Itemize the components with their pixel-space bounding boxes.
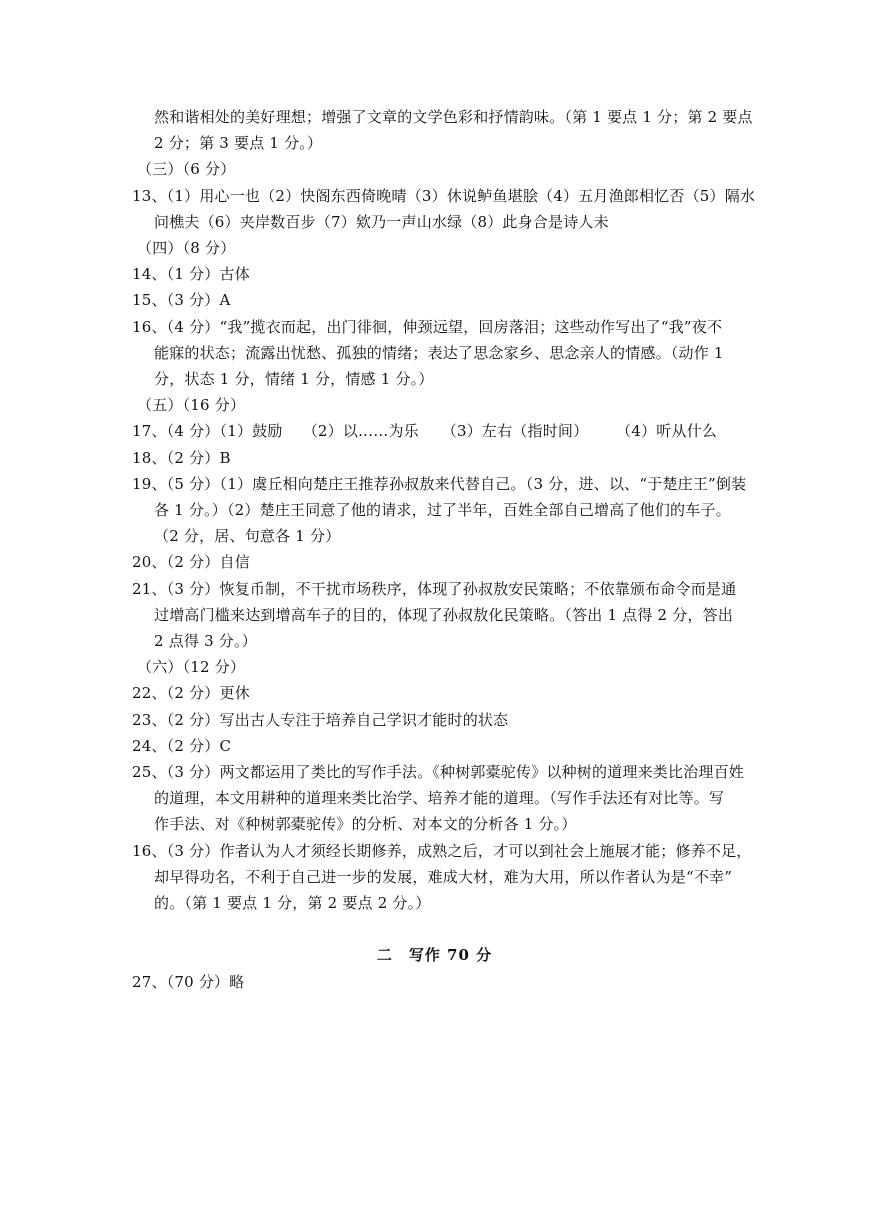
answer-line: 然和谐相处的美好理想；增强了文章的文学色彩和抒情韵味。（第 1 要点 1 分；第 2 要点 — [154, 108, 753, 126]
answer-line: 的。（第 1 要点 1 分，第 2 要点 2 分。） — [154, 894, 431, 912]
answer-line: 15、（3 分）A — [132, 291, 231, 309]
answer-line: 27、（70 分）略 — [132, 973, 245, 991]
answer-line: 21、（3 分）恢复币制，不干扰市场秩序，体现了孙叔敖安民策略；不依靠颁布命令而是通 — [132, 580, 737, 598]
section-label: （五）（16 分） — [137, 396, 246, 414]
answer-line: 问樵夫（6）夹岸数百步（7）欸乃一声山水绿（8）此身合是诗人未 — [154, 213, 609, 231]
answer-line: 过增高门槛来达到增高车子的目的，体现了孙叔敖化民策略。（答出 1 点得 2 分，答出 — [154, 606, 734, 624]
answer-line: 16、（4 分）“我”揽衣而起，出门徘徊，伸颈远望，回房落泪；这些动作写出了“我”夜不 — [132, 318, 723, 336]
answer-line: 20、（2 分）自信 — [132, 553, 250, 571]
answer-line: 的道理，本文用耕种的道理来类比治学、培养才能的道理。（写作手法还有对比等。写 — [154, 789, 725, 807]
answer-line: 分，状态 1 分，情绪 1 分，情感 1 分。） — [154, 370, 434, 388]
section-label: （六）（12 分） — [137, 658, 246, 676]
answer-line: 各 1 分。）（2）楚庄王同意了他的请求，过了半年，百姓全部自己增高了他们的车子。 — [154, 501, 731, 519]
answer-line: 17、（4 分）（1）鼓励 （2）以……为乐 （3）左右（指时间） （4）听从什么 — [132, 422, 718, 440]
answer-line: 24、（2 分）C — [132, 737, 232, 755]
answer-line: 作手法、对《种树郭橐驼传》的分析、对本文的分析各 1 分。） — [154, 815, 577, 833]
section-label: （四）（8 分） — [137, 239, 236, 257]
answer-line: 2 分；第 3 要点 1 分。） — [154, 134, 323, 152]
answer-line: 22、（2 分）更休 — [132, 684, 250, 702]
answer-line: 能寐的状态；流露出忧愁、孤独的情绪；表达了思念家乡、思念亲人的情感。（动作 1 — [154, 344, 724, 362]
answer-line: 18、（2 分）B — [132, 449, 231, 467]
answer-line: 19、（5 分）（1）虞丘相向楚庄王推荐孙叔敖来代替自己。（3 分，进、以、“于楚庄王”倒装 — [132, 475, 747, 493]
answer-line: 23、（2 分）写出古人专注于培养自己学识才能时的状态 — [132, 711, 509, 729]
section-label: （三）（6 分） — [137, 160, 236, 178]
writing-section-heading: 二 写作 70 分 — [376, 946, 493, 964]
answer-line: 13、（1）用心一也（2）快阁东西倚晚晴（3）休说鲈鱼堪脍（4）五月渔郎相忆否（5）隔水 — [132, 187, 756, 205]
answer-line: （2 分，居、句意各 1 分） — [154, 527, 341, 545]
answer-line: 25、（3 分）两文都运用了类比的写作手法。《种树郭橐驼传》以种树的道理来类比治理百姓 — [132, 763, 745, 781]
answer-line: 16、（3 分）作者认为人才须经长期修养，成熟之后，才可以到社会上施展才能；修养不足， — [132, 842, 752, 860]
answer-line: 却早得功名，不利于自己进一步的发展，难成大材，难为大用，所以作者认为是“不幸” — [154, 868, 733, 886]
answer-line: 2 点得 3 分。） — [154, 632, 257, 650]
answer-line: 14、（1 分）古体 — [132, 265, 250, 283]
